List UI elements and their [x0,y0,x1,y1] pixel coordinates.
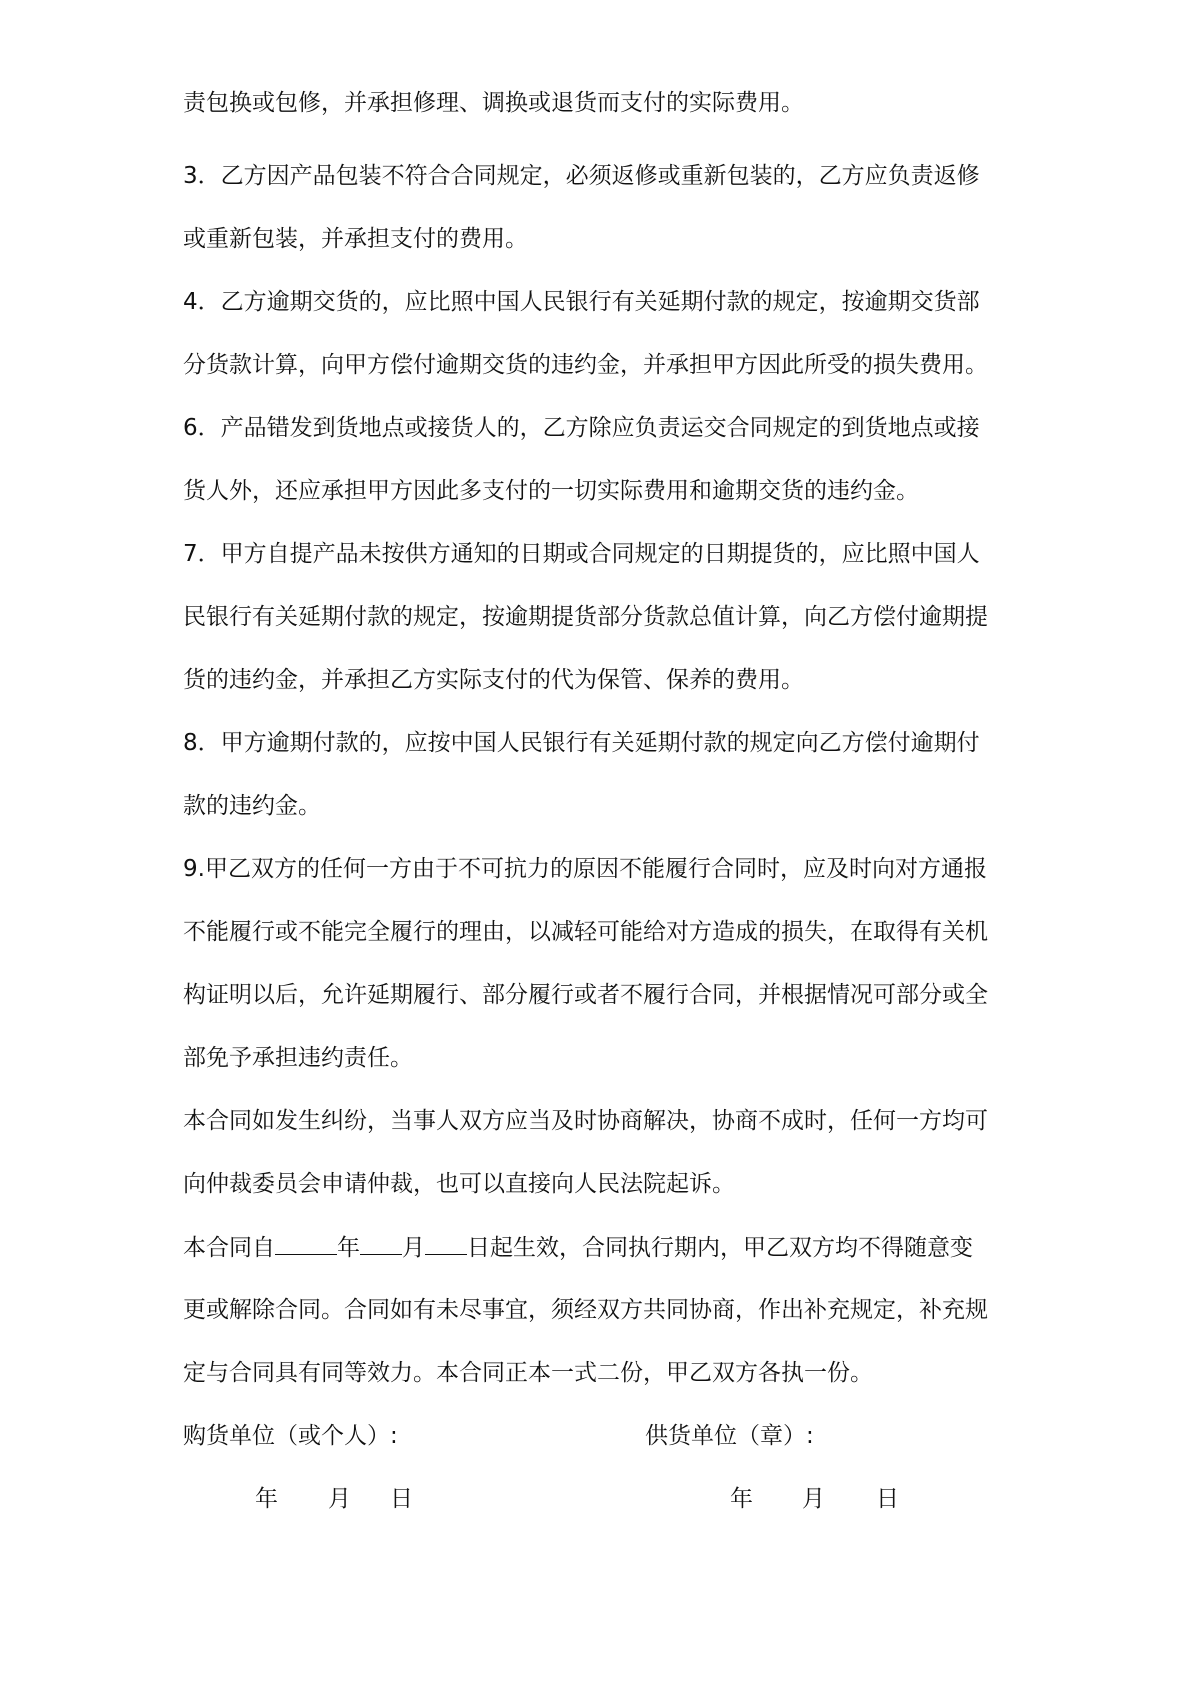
text-line: 款的违约金。 [183,793,321,819]
text-line: 更或解除合同。合同如有未尽事宜，须经双方共同协商，作出补充规定，补充规 [183,1297,988,1323]
buyer-month: 月 [328,1486,351,1512]
text-line: 向仲裁委员会申请仲裁，也可以直接向人民法院起诉。 [183,1171,735,1197]
day-blank [425,1232,467,1255]
seller-year: 年 [730,1486,753,1512]
effective-date-line [183,1232,1033,1262]
month-blank [360,1232,402,1255]
effective-month: 月 [402,1235,425,1261]
text-line: 民银行有关延期付款的规定，按逾期提货部分货款总值计算，向乙方偿付逾期提 [183,604,988,630]
effective-suffix: 日起生效，合同执行期内，甲乙双方均不得随意变 [467,1235,973,1261]
text-line: 货的违约金，并承担乙方实际支付的代为保管、保养的费用。 [183,667,804,693]
effective-prefix: 本合同自 [183,1235,275,1261]
text-line: 8．甲方逾期付款的，应按中国人民银行有关延期付款的规定向乙方偿付逾期付 [183,730,980,756]
text-line: 不能履行或不能完全履行的理由，以减轻可能给对方造成的损失，在取得有关机 [183,919,988,945]
text-line: 或重新包装，并承担支付的费用。 [183,226,528,252]
text-line: 6．产品错发到货地点或接货人的，乙方除应负责运交合同规定的到货地点或接 [183,415,980,441]
text-line: 构证明以后，允许延期履行、部分履行或者不履行合同，并根据情况可部分或全 [183,982,988,1008]
text-line: 4．乙方逾期交货的，应比照中国人民银行有关延期付款的规定，按逾期交货部 [183,289,980,315]
seller-month: 月 [802,1486,825,1512]
seller-day: 日 [876,1486,899,1512]
text-line: 9.甲乙双方的任何一方由于不可抗力的原因不能履行合同时，应及时向对方通报 [183,856,987,882]
text-line: 3．乙方因产品包装不符合合同规定，必须返修或重新包装的，乙方应负责返修 [183,163,980,189]
text-line: 分货款计算，向甲方偿付逾期交货的违约金，并承担甲方因此所受的损失费用。 [183,352,988,378]
effective-year: 年 [337,1235,360,1261]
buyer-label: 购货单位（或个人）: [183,1423,398,1449]
text-line: 定与合同具有同等效力。本合同正本一式二份，甲乙双方各执一份。 [183,1360,873,1386]
text-line: 7．甲方自提产品未按供方通知的日期或合同规定的日期提货的，应比照中国人 [183,541,980,567]
year-blank [275,1232,337,1255]
seller-label: 供货单位（章）: [645,1423,814,1449]
buyer-day: 日 [390,1486,413,1512]
text-line: 部免予承担违约责任。 [183,1045,413,1071]
text-line: 责包换或包修，并承担修理、调换或退货而支付的实际费用。 [183,90,804,116]
text-line: 货人外，还应承担甲方因此多支付的一切实际费用和逾期交货的违约金。 [183,478,919,504]
text-line: 本合同如发生纠纷，当事人双方应当及时协商解决，协商不成时，任何一方均可 [183,1108,988,1134]
buyer-year: 年 [255,1486,278,1512]
